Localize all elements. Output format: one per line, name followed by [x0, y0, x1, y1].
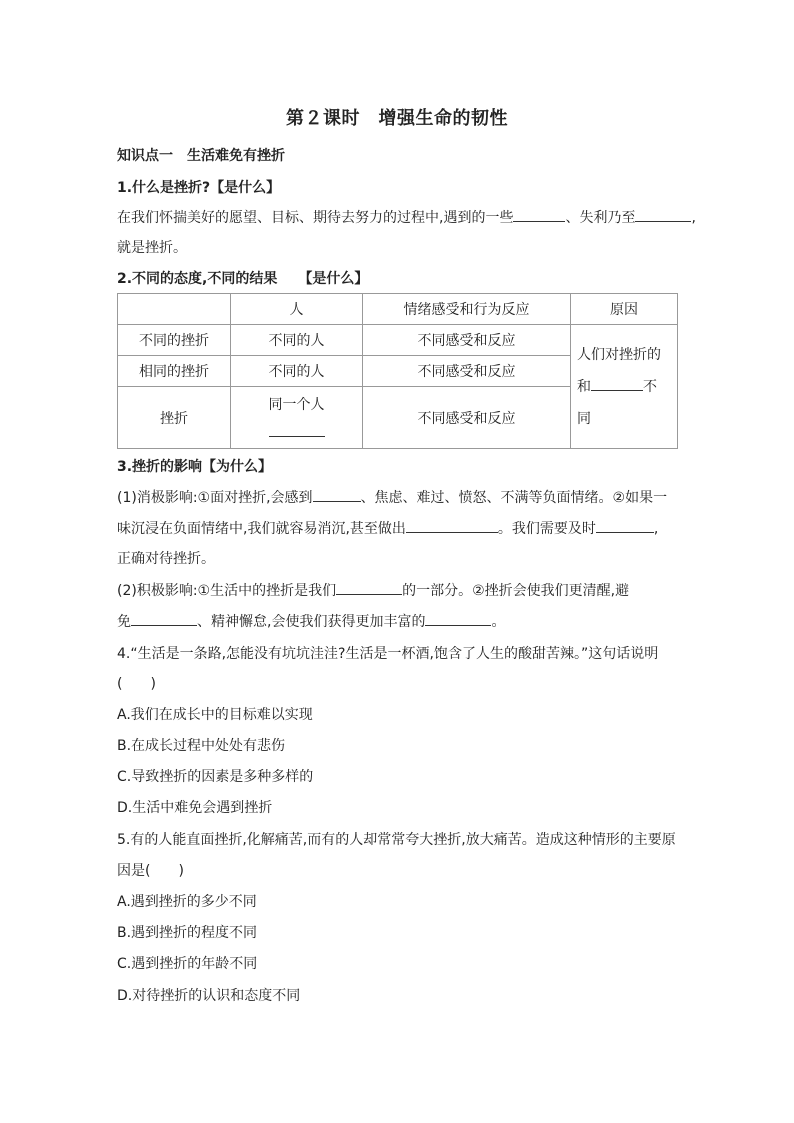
q3-para1-line1: (1)消极影响:①面对挫折,会感到 、焦虑、难过、愤怒、不满等负面情绪。②如果一 [117, 487, 679, 509]
q4-option-d: D.生活中难免会遇到挫折 [117, 800, 273, 816]
q5-answer-bracket: 因是( ) [117, 863, 184, 879]
q5-option-d: D.对待挫折的认识和态度不同 [117, 988, 301, 1004]
table-cell: 不同感受和反应 [363, 325, 571, 356]
table-header: 人 [231, 294, 363, 325]
page-title: 第２课时 增强生命的韧性 [286, 108, 508, 129]
answer-blank[interactable] [591, 376, 643, 391]
answer-blank[interactable] [406, 518, 498, 533]
table-cell: 不同的人 [231, 325, 363, 356]
q3-para1-line2: 味沉浸在负面情绪中,我们就容易消沉,甚至做出 。我们需要及时 , [117, 518, 679, 540]
table-header: 原因 [571, 294, 678, 325]
q4-option-a: A.我们在成长中的目标难以实现 [117, 707, 313, 723]
q1-heading: 1.什么是挫折?【是什么】 [117, 180, 281, 196]
answer-blank[interactable] [336, 580, 402, 595]
table-header-row [118, 294, 678, 325]
section-heading: 知识点一 生活难免有挫折 [117, 148, 285, 164]
q4-answer-bracket: ( ) [117, 676, 156, 692]
table-row [118, 325, 678, 356]
q4-option-b: B.在成长过程中处处有悲伤 [117, 738, 286, 754]
q2-heading: 2.不同的态度,不同的结果 【是什么】 [117, 271, 369, 287]
table-cell: 挫折 [118, 387, 231, 449]
table-cell: 不同感受和反应 [363, 387, 571, 449]
table-cell: 不同感受和反应 [363, 356, 571, 387]
q3-para1-line3: 正确对待挫折。 [117, 551, 215, 567]
answer-blank[interactable] [269, 422, 325, 437]
q5-option-a: A.遇到挫折的多少不同 [117, 894, 257, 910]
table-cell: 不同的人 [231, 356, 363, 387]
answer-blank[interactable] [596, 518, 654, 533]
q5-stem: 5.有的人能直面挫折,化解痛苦,而有的人却常常夸大挫折,放大痛苦。造成这种情形的主要原 [117, 832, 676, 848]
attitude-table [117, 293, 678, 449]
table-header: 情绪感受和行为反应 [363, 294, 571, 325]
q5-option-b: B.遇到挫折的程度不同 [117, 925, 258, 941]
q3-heading: 3.挫折的影响【为什么】 [117, 459, 273, 475]
answer-blank[interactable] [131, 611, 197, 626]
answer-blank[interactable] [635, 207, 691, 222]
table-cell: 不同的挫折 [118, 325, 231, 356]
reason-cell: 人们对挫折的 和 不 同 [571, 325, 678, 449]
q1-text-line1: 在我们怀揣美好的愿望、目标、期待去努力的过程中,遇到的一些 、失利乃至 , [117, 207, 679, 229]
q1-text-line2: 就是挫折。 [117, 240, 187, 256]
table-header [118, 294, 231, 325]
q3-para2-line1: (2)积极影响:①生活中的挫折是我们 的一部分。②挫折会使我们更清醒,避 [117, 580, 679, 602]
q4-stem: 4.“生活是一条路,怎能没有坑坑洼洼?生活是一杯酒,饱含了人生的酸甜苦辣。”这句话说明 [117, 646, 659, 662]
q4-option-c: C.导致挫折的因素是多种多样的 [117, 769, 314, 785]
q3-para2-line2: 免 、精神懈怠,会使我们获得更加丰富的 。 [117, 611, 679, 633]
answer-blank[interactable] [513, 207, 565, 222]
table-cell: 同一个人 [231, 387, 363, 449]
answer-blank[interactable] [425, 611, 491, 626]
table-cell: 相同的挫折 [118, 356, 231, 387]
q5-option-c: C.遇到挫折的年龄不同 [117, 956, 258, 972]
answer-blank[interactable] [313, 487, 361, 502]
